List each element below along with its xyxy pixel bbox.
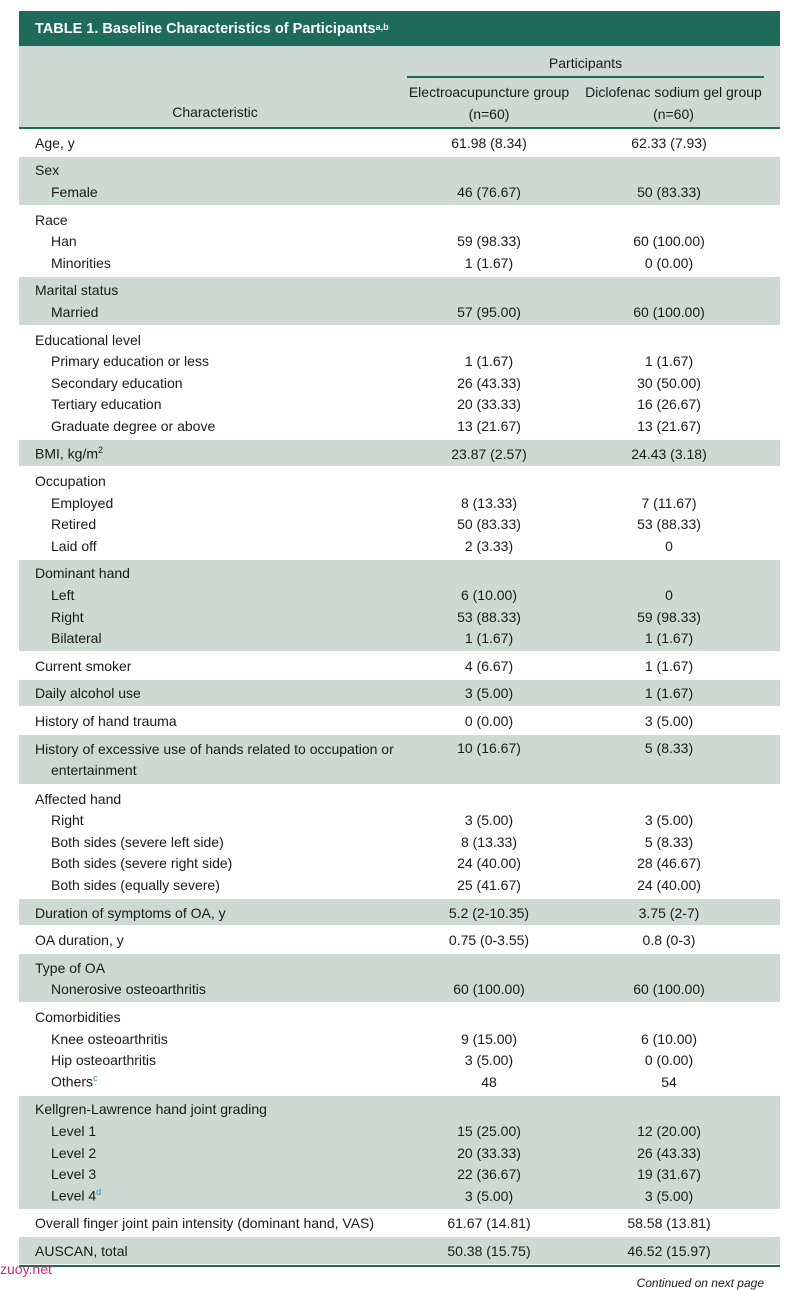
footnote-marker: c <box>93 1073 98 1084</box>
table-row-group <box>19 326 780 440</box>
characteristic-cell <box>19 304 404 320</box>
diclofenac-column-header <box>577 81 770 125</box>
characteristic-cell <box>19 1166 404 1182</box>
title-footnote-marker: a,b <box>375 21 389 32</box>
characteristic-cell <box>19 812 404 828</box>
table-row <box>19 788 780 810</box>
watermark: zuoy.net <box>0 1261 52 1277</box>
table-row <box>19 209 780 231</box>
electroacupuncture-value: 23.87 (2.57) <box>451 445 527 462</box>
characteristic-cell <box>19 1073 404 1090</box>
diclofenac-value: 62.33 (7.93) <box>631 134 707 151</box>
table-row <box>19 1049 780 1071</box>
characteristic-cell <box>19 135 404 151</box>
table-row-group <box>19 1210 780 1238</box>
diclofenac-value: 54 <box>661 1073 677 1090</box>
characteristic-cell <box>19 713 404 729</box>
electroacupuncture-value: 9 (15.00) <box>460 1030 518 1047</box>
electroacupuncture-value: 4 (6.67) <box>464 657 514 674</box>
electroacupuncture-value: 1 (1.67) <box>464 630 514 647</box>
characteristic-cell <box>19 738 404 781</box>
electroacupuncture-value: 25 (41.67) <box>457 877 521 894</box>
characteristic-label: Occupation <box>35 473 106 490</box>
characteristic-label: Bilateral <box>51 630 102 647</box>
diclofenac-value: 0.8 (0-3) <box>642 932 696 949</box>
diclofenac-value: 0 (0.00) <box>644 254 694 271</box>
characteristic-label: Right <box>51 608 84 625</box>
diclofenac-value: 7 (11.67) <box>641 494 697 511</box>
electroacupuncture-value: 60 (100.00) <box>453 981 525 998</box>
participants-rule <box>407 76 764 78</box>
diclofenac-value: 53 (88.33) <box>637 516 701 533</box>
characteristic-label: Daily alcohol use <box>35 685 141 702</box>
characteristic-label: Age, y <box>35 134 75 151</box>
electroacupuncture-value: 53 (88.33) <box>457 608 521 625</box>
table-row <box>19 1185 780 1207</box>
table-row-group <box>19 954 780 1003</box>
table-row-group <box>19 129 780 157</box>
characteristic-cell <box>19 1101 404 1117</box>
characteristic-header: Characteristic <box>172 104 258 120</box>
table-row-group <box>19 1237 780 1265</box>
characteristic-label: Race <box>35 211 68 228</box>
electroacupuncture-value: 3 (5.00) <box>464 812 514 829</box>
table-row <box>19 470 780 492</box>
characteristic-label: Tertiary education <box>51 396 162 413</box>
table-row-group <box>19 735 780 785</box>
characteristic-cell <box>19 1243 404 1259</box>
table-row <box>19 655 780 677</box>
characteristic-label: Level 1 <box>51 1122 97 1139</box>
diclofenac-value: 60 (100.00) <box>633 233 705 250</box>
characteristic-cell <box>19 1215 404 1231</box>
table-row <box>19 350 780 372</box>
diclofenac-value: 5 (8.33) <box>644 833 694 850</box>
diclofenac-value: 3.75 (2-7) <box>638 904 700 921</box>
characteristic-label: Female <box>51 183 98 200</box>
table-row <box>19 394 780 416</box>
diclofenac-value: 19 (31.67) <box>637 1166 701 1183</box>
diclofenac-value: 0 (0.00) <box>644 1052 694 1069</box>
diclofenac-value: 16 (26.67) <box>637 396 701 413</box>
characteristic-cell <box>19 1031 404 1047</box>
electroacupuncture-value: 13 (21.67) <box>457 417 521 434</box>
col2-header-n: (n=60) <box>653 106 694 122</box>
characteristic-cell <box>19 587 404 603</box>
characteristic-cell <box>19 791 404 807</box>
electroacupuncture-value: 57 (95.00) <box>457 303 521 320</box>
table-row-group <box>19 785 780 899</box>
diclofenac-value: 1 (1.67) <box>644 685 694 702</box>
table-row-group <box>19 707 780 735</box>
characteristic-cell <box>19 332 404 348</box>
electroacupuncture-value: 1 (1.67) <box>464 254 514 271</box>
table-row-group <box>19 157 780 206</box>
characteristic-cell <box>19 1187 404 1204</box>
table-row <box>19 957 780 979</box>
electroacupuncture-value: 15 (25.00) <box>457 1122 521 1139</box>
electroacupuncture-value: 48 <box>481 1073 497 1090</box>
characteristic-cell <box>19 473 404 489</box>
characteristic-label: History of hand trauma <box>35 713 177 730</box>
electroacupuncture-value: 50.38 (15.75) <box>447 1242 531 1259</box>
characteristic-label: Han <box>51 233 77 250</box>
characteristic-cell <box>19 609 404 625</box>
diclofenac-value: 24 (40.00) <box>637 877 701 894</box>
characteristic-label: Level 3 <box>51 1166 97 1183</box>
electroacupuncture-value: 0.75 (0-3.55) <box>448 932 530 949</box>
characteristic-label: Affected hand <box>35 790 122 807</box>
characteristic-label: Duration of symptoms of OA, y <box>35 904 226 921</box>
diclofenac-value: 58.58 (13.81) <box>627 1215 711 1232</box>
table-row <box>19 1213 780 1235</box>
characteristic-cell <box>19 495 404 511</box>
table-row <box>19 1028 780 1050</box>
diclofenac-value: 3 (5.00) <box>644 713 694 730</box>
electroacupuncture-value: 46 (76.67) <box>457 183 521 200</box>
characteristic-label: Retired <box>51 516 97 533</box>
characteristic-label: OA duration, y <box>35 932 124 949</box>
table-row-group <box>19 206 780 277</box>
characteristic-cell <box>19 932 404 948</box>
table-row <box>19 443 780 465</box>
table-row <box>19 535 780 557</box>
table-row <box>19 181 780 203</box>
characteristic-cell <box>19 445 404 462</box>
table-row <box>19 929 780 951</box>
electroacupuncture-value: 59 (98.33) <box>457 233 521 250</box>
electroacupuncture-value: 8 (13.33) <box>460 494 518 511</box>
diclofenac-value: 60 (100.00) <box>633 981 705 998</box>
table-title: TABLE 1. Baseline Characteristics of Participants <box>35 20 376 37</box>
table-row-group <box>19 1096 780 1210</box>
table-row <box>19 874 780 896</box>
electroacupuncture-value: 22 (36.67) <box>457 1166 521 1183</box>
electroacupuncture-value: 3 (5.00) <box>464 685 514 702</box>
diclofenac-value: 28 (46.67) <box>637 855 701 872</box>
diclofenac-value: 3 (5.00) <box>644 1187 694 1204</box>
characteristic-label: Married <box>51 303 99 320</box>
table-row-group <box>19 652 780 680</box>
characteristic-label: AUSCAN, total <box>35 1242 128 1259</box>
col2-header-name: Diclofenac sodium gel group <box>585 84 762 100</box>
characteristic-cell <box>19 255 404 271</box>
characteristic-label: Graduate degree or above <box>51 417 216 434</box>
table-header <box>19 46 780 129</box>
diclofenac-value: 59 (98.33) <box>637 608 701 625</box>
electroacupuncture-value: 0 (0.00) <box>464 713 514 730</box>
diclofenac-value: 0 <box>665 537 673 554</box>
table-row-group <box>19 899 780 927</box>
diclofenac-value: 60 (100.00) <box>633 303 705 320</box>
table-row <box>19 230 780 252</box>
diclofenac-value: 6 (10.00) <box>640 1030 698 1047</box>
characteristic-label: Right <box>51 812 84 829</box>
table-row <box>19 132 780 154</box>
characteristic-cell <box>19 855 404 871</box>
characteristic-cell <box>19 282 404 298</box>
table-row <box>19 301 780 323</box>
table-row-group <box>19 1003 780 1095</box>
diclofenac-value: 13 (21.67) <box>637 417 701 434</box>
baseline-table <box>19 11 780 1290</box>
table-row <box>19 280 780 302</box>
characteristic-cell <box>19 353 404 369</box>
col1-header-n: (n=60) <box>468 106 510 122</box>
table-row <box>19 252 780 274</box>
electroacupuncture-value: 20 (33.33) <box>457 1144 521 1161</box>
characteristic-label: Minorities <box>51 254 111 271</box>
characteristic-cell <box>19 375 404 391</box>
table-row-group <box>19 467 780 559</box>
table-row <box>19 853 780 875</box>
diclofenac-value: 26 (43.33) <box>637 1144 701 1161</box>
characteristic-label: Comorbidities <box>35 1008 121 1025</box>
diclofenac-value: 12 (20.00) <box>637 1122 701 1139</box>
characteristic-label: Others <box>51 1074 94 1091</box>
table-row <box>19 683 780 705</box>
characteristic-label: Both sides (severe left side) <box>51 833 224 850</box>
table-row-group <box>19 440 780 468</box>
characteristic-label: Current smoker <box>35 657 132 674</box>
electroacupuncture-value: 50 (83.33) <box>457 516 521 533</box>
table-row-group <box>19 926 780 954</box>
characteristic-label: Overall finger joint pain intensity (dominant hand, VAS) <box>35 1215 375 1232</box>
electroacupuncture-value: 61.98 (8.34) <box>451 134 527 151</box>
table-row-group <box>19 277 780 326</box>
col1-header-name: Electroacupuncture group <box>408 84 570 100</box>
characteristic-label: Primary education or less <box>51 353 209 370</box>
diclofenac-value: 0 <box>665 587 673 604</box>
diclofenac-value: 24.43 (3.18) <box>631 445 707 462</box>
footnote-marker: d <box>96 1187 102 1198</box>
table-row <box>19 809 780 831</box>
characteristic-cell <box>19 233 404 249</box>
table-row <box>19 738 780 782</box>
characteristic-cell <box>19 396 404 412</box>
table-row <box>19 627 780 649</box>
table-row <box>19 902 780 924</box>
diclofenac-value: 1 (1.67) <box>644 353 694 370</box>
table-row <box>19 831 780 853</box>
characteristic-cell <box>19 834 404 850</box>
characteristic-cell <box>19 1123 404 1139</box>
characteristic-cell <box>19 685 404 701</box>
diclofenac-value: 5 (8.33) <box>644 739 694 756</box>
characteristic-label: Level 4 <box>51 1188 97 1205</box>
characteristic-cell <box>19 981 404 997</box>
characteristic-label: History of excessive use of hands related to occupation or <box>35 740 394 757</box>
table-row <box>19 710 780 732</box>
electroacupuncture-value: 8 (13.33) <box>460 833 518 850</box>
characteristic-label: Knee osteoarthritis <box>51 1030 168 1047</box>
electroacupuncture-value: 2 (3.33) <box>464 537 514 554</box>
table-row <box>19 1142 780 1164</box>
characteristic-cell <box>19 516 404 532</box>
table-row <box>19 1099 780 1121</box>
table-row <box>19 584 780 606</box>
table-title-bar <box>19 11 780 46</box>
characteristic-label: Marital status <box>35 282 119 299</box>
characteristic-label: Both sides (equally severe) <box>51 877 220 894</box>
diclofenac-value: 1 (1.67) <box>644 630 694 647</box>
electroacupuncture-value: 26 (43.33) <box>457 374 521 391</box>
electroacupuncture-value: 10 (16.67) <box>457 739 521 756</box>
table-row <box>19 1240 780 1262</box>
table-row <box>19 1071 780 1093</box>
characteristic-label: Laid off <box>51 537 97 554</box>
characteristic-cell <box>19 212 404 228</box>
characteristic-cell <box>19 1052 404 1068</box>
characteristic-label: Secondary education <box>51 374 183 391</box>
characteristic-label: Employed <box>51 494 114 511</box>
table-row <box>19 160 780 182</box>
electroacupuncture-value: 5.2 (2-10.35) <box>448 904 530 921</box>
characteristic-label: Nonerosive osteoarthritis <box>51 981 206 998</box>
characteristic-cell <box>19 1145 404 1161</box>
continued-note: Continued on next page <box>636 1275 764 1290</box>
characteristic-cell <box>19 184 404 200</box>
characteristic-label: Hip osteoarthritis <box>51 1052 157 1069</box>
characteristic-label: Educational level <box>35 331 141 348</box>
characteristic-cell <box>19 565 404 581</box>
characteristic-cell <box>19 658 404 674</box>
characteristic-cell <box>19 905 404 921</box>
table-body <box>19 129 780 1265</box>
table-row-group <box>19 560 780 652</box>
characteristic-cell <box>19 1009 404 1025</box>
electroacupuncture-value: 6 (10.00) <box>460 587 518 604</box>
characteristic-cell <box>19 877 404 893</box>
diclofenac-value: 1 (1.67) <box>644 657 694 674</box>
characteristic-cell <box>19 538 404 554</box>
characteristic-label: Dominant hand <box>35 565 130 582</box>
table-row <box>19 1006 780 1028</box>
table-row <box>19 1163 780 1185</box>
table-row <box>19 1120 780 1142</box>
diclofenac-value: 3 (5.00) <box>644 812 694 829</box>
superscript: 2 <box>98 445 104 456</box>
table-row-group <box>19 680 780 708</box>
electroacupuncture-value: 61.67 (14.81) <box>447 1215 531 1232</box>
characteristic-cell <box>19 630 404 646</box>
table-row <box>19 329 780 351</box>
characteristic-label: Type of OA <box>35 959 106 976</box>
table-row <box>19 372 780 394</box>
electroacupuncture-value: 1 (1.67) <box>464 353 514 370</box>
table-row <box>19 514 780 536</box>
electroacupuncture-value: 3 (5.00) <box>464 1052 514 1069</box>
electroacupuncture-value: 20 (33.33) <box>457 396 521 413</box>
diclofenac-value: 46.52 (15.97) <box>627 1242 711 1259</box>
characteristic-label: Both sides (severe right side) <box>51 855 233 872</box>
characteristic-label: Sex <box>35 162 60 179</box>
characteristic-cell <box>19 418 404 434</box>
diclofenac-value: 50 (83.33) <box>637 183 701 200</box>
table-row <box>19 492 780 514</box>
characteristic-label: Level 2 <box>51 1144 97 1161</box>
participants-header: Participants <box>548 55 623 71</box>
table-row <box>19 415 780 437</box>
characteristic-label: Left <box>51 587 75 604</box>
table-row <box>19 606 780 628</box>
electroacupuncture-column-header <box>404 81 574 125</box>
table-row <box>19 563 780 585</box>
characteristic-label: BMI, kg/m <box>35 445 99 462</box>
characteristic-label: Kellgren-Lawrence hand joint grading <box>35 1101 267 1118</box>
characteristic-cell <box>19 162 404 178</box>
characteristic-label-continued: entertainment <box>51 761 137 778</box>
diclofenac-value: 30 (50.00) <box>637 374 701 391</box>
electroacupuncture-value: 24 (40.00) <box>457 855 521 872</box>
characteristic-cell <box>19 960 404 976</box>
table-row <box>19 979 780 1001</box>
electroacupuncture-value: 3 (5.00) <box>464 1187 514 1204</box>
